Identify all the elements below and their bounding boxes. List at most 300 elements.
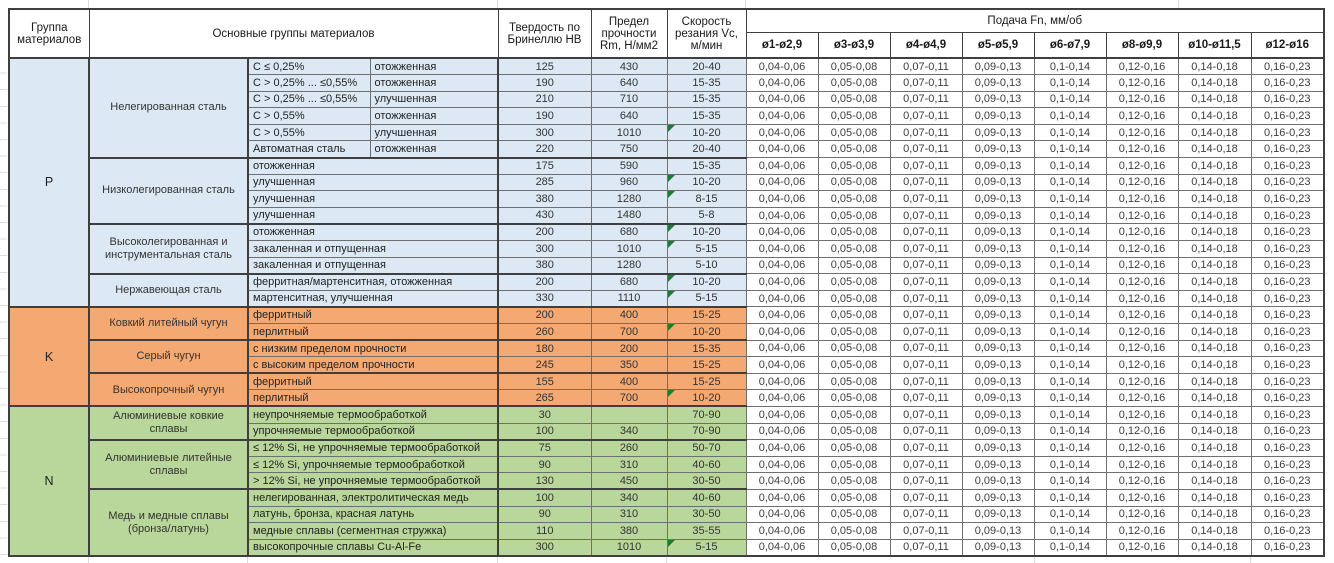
cell-feed-1[interactable]: 0,04-0,06 — [746, 473, 818, 490]
cell-feed-3[interactable]: 0,07-0,11 — [890, 440, 962, 457]
cell-subgroup[interactable]: Алюминиевые литейные сплавы — [89, 440, 248, 490]
cell-cutting-speed[interactable]: 15-35 — [667, 340, 746, 357]
cell-detail[interactable]: улучшенная — [248, 191, 498, 208]
cell-feed-1[interactable]: 0,04-0,06 — [746, 523, 818, 540]
cell-feed-6[interactable]: 0,12-0,16 — [1106, 241, 1178, 258]
cell-feed-6[interactable]: 0,12-0,16 — [1106, 357, 1178, 374]
cell-feed-2[interactable]: 0,05-0,08 — [818, 390, 890, 407]
header-feed-diameter-5[interactable]: ø6-ø7,9 — [1034, 32, 1106, 58]
cell-feed-5[interactable]: 0,1-0,14 — [1034, 340, 1106, 357]
cell-cutting-speed[interactable]: 30-50 — [667, 506, 746, 523]
cell-detail[interactable]: ферритный — [248, 307, 498, 324]
cell-feed-5[interactable]: 0,1-0,14 — [1034, 241, 1106, 258]
cell-feed-1[interactable]: 0,04-0,06 — [746, 191, 818, 208]
cell-strength[interactable]: 380 — [591, 523, 667, 540]
cell-strength[interactable]: 590 — [591, 158, 667, 175]
cell-hardness[interactable]: 430 — [498, 207, 591, 224]
cell-feed-7[interactable]: 0,14-0,18 — [1178, 274, 1251, 291]
cell-hardness[interactable]: 190 — [498, 108, 591, 125]
cell-group-N[interactable]: N — [9, 406, 89, 555]
cell-feed-2[interactable]: 0,05-0,08 — [818, 307, 890, 324]
cell-feed-1[interactable]: 0,04-0,06 — [746, 274, 818, 291]
cell-feed-2[interactable]: 0,05-0,08 — [818, 191, 890, 208]
cell-feed-2[interactable]: 0,05-0,08 — [818, 456, 890, 473]
cell-feed-1[interactable]: 0,04-0,06 — [746, 307, 818, 324]
cell-feed-2[interactable]: 0,05-0,08 — [818, 423, 890, 440]
cell-feed-3[interactable]: 0,07-0,11 — [890, 124, 962, 141]
cell-detail[interactable]: улучшенная — [248, 174, 498, 191]
cell-feed-8[interactable]: 0,16-0,23 — [1251, 58, 1324, 75]
cell-feed-1[interactable]: 0,04-0,06 — [746, 224, 818, 241]
cell-feed-6[interactable]: 0,12-0,16 — [1106, 473, 1178, 490]
cell-feed-7[interactable]: 0,14-0,18 — [1178, 174, 1251, 191]
cell-feed-6[interactable]: 0,12-0,16 — [1106, 539, 1178, 556]
cell-feed-4[interactable]: 0,09-0,13 — [962, 523, 1034, 540]
cell-feed-4[interactable]: 0,09-0,13 — [962, 91, 1034, 108]
cell-detail-state[interactable]: отожженная — [370, 141, 498, 158]
cell-feed-3[interactable]: 0,07-0,11 — [890, 207, 962, 224]
cell-feed-5[interactable]: 0,1-0,14 — [1034, 489, 1106, 506]
cell-feed-1[interactable]: 0,04-0,06 — [746, 423, 818, 440]
cell-cutting-speed[interactable]: 15-25 — [667, 307, 746, 324]
cell-detail[interactable]: перлитный — [248, 324, 498, 341]
cell-feed-7[interactable]: 0,14-0,18 — [1178, 191, 1251, 208]
cell-feed-3[interactable]: 0,07-0,11 — [890, 91, 962, 108]
cell-detail-state[interactable]: отожженная — [370, 58, 498, 75]
cell-hardness[interactable]: 30 — [498, 406, 591, 423]
cell-feed-2[interactable]: 0,05-0,08 — [818, 141, 890, 158]
cell-feed-6[interactable]: 0,12-0,16 — [1106, 390, 1178, 407]
cell-feed-4[interactable]: 0,09-0,13 — [962, 108, 1034, 125]
cell-feed-6[interactable]: 0,12-0,16 — [1106, 340, 1178, 357]
cell-strength[interactable]: 960 — [591, 174, 667, 191]
cell-feed-4[interactable]: 0,09-0,13 — [962, 440, 1034, 457]
cell-feed-8[interactable]: 0,16-0,23 — [1251, 473, 1324, 490]
cell-feed-6[interactable]: 0,12-0,16 — [1106, 224, 1178, 241]
cell-hardness[interactable]: 155 — [498, 373, 591, 390]
cell-subgroup[interactable]: Высокопрочный чугун — [89, 373, 248, 406]
cell-feed-8[interactable]: 0,16-0,23 — [1251, 75, 1324, 92]
cell-hardness[interactable]: 100 — [498, 423, 591, 440]
cell-cutting-speed[interactable]: 35-55 — [667, 523, 746, 540]
cell-cutting-speed[interactable]: 10-20 — [667, 390, 746, 407]
cell-feed-7[interactable]: 0,14-0,18 — [1178, 75, 1251, 92]
cell-hardness[interactable]: 200 — [498, 274, 591, 291]
cell-cutting-speed[interactable]: 10-20 — [667, 224, 746, 241]
cell-detail-spec[interactable]: C > 0,25% ... ≤0,55% — [248, 75, 370, 92]
cell-feed-1[interactable]: 0,04-0,06 — [746, 58, 818, 75]
cell-feed-7[interactable]: 0,14-0,18 — [1178, 506, 1251, 523]
cell-feed-8[interactable]: 0,16-0,23 — [1251, 340, 1324, 357]
cell-feed-4[interactable]: 0,09-0,13 — [962, 58, 1034, 75]
cell-feed-7[interactable]: 0,14-0,18 — [1178, 290, 1251, 307]
cell-hardness[interactable]: 260 — [498, 324, 591, 341]
cell-feed-5[interactable]: 0,1-0,14 — [1034, 274, 1106, 291]
cell-hardness[interactable]: 100 — [498, 489, 591, 506]
cell-feed-8[interactable]: 0,16-0,23 — [1251, 324, 1324, 341]
cell-detail[interactable]: медные сплавы (сегментная стружка) — [248, 523, 498, 540]
cell-feed-2[interactable]: 0,05-0,08 — [818, 91, 890, 108]
cell-feed-4[interactable]: 0,09-0,13 — [962, 207, 1034, 224]
cell-feed-8[interactable]: 0,16-0,23 — [1251, 539, 1324, 556]
cell-hardness[interactable]: 90 — [498, 506, 591, 523]
cell-cutting-speed[interactable]: 15-35 — [667, 108, 746, 125]
cell-feed-7[interactable]: 0,14-0,18 — [1178, 241, 1251, 258]
cell-feed-3[interactable]: 0,07-0,11 — [890, 406, 962, 423]
cell-feed-7[interactable]: 0,14-0,18 — [1178, 141, 1251, 158]
cell-feed-7[interactable]: 0,14-0,18 — [1178, 489, 1251, 506]
cell-feed-6[interactable]: 0,12-0,16 — [1106, 75, 1178, 92]
cell-feed-8[interactable]: 0,16-0,23 — [1251, 489, 1324, 506]
cell-feed-8[interactable]: 0,16-0,23 — [1251, 191, 1324, 208]
cell-feed-4[interactable]: 0,09-0,13 — [962, 324, 1034, 341]
cell-feed-5[interactable]: 0,1-0,14 — [1034, 75, 1106, 92]
cell-strength[interactable]: 340 — [591, 489, 667, 506]
cell-subgroup[interactable]: Высоколегированная и инструментальная сталь — [89, 224, 248, 274]
header-feed-diameter-6[interactable]: ø8-ø9,9 — [1106, 32, 1178, 58]
cell-feed-2[interactable]: 0,05-0,08 — [818, 523, 890, 540]
cell-detail[interactable]: высокопрочные сплавы Cu-Al-Fe — [248, 539, 498, 556]
header-tensile-strength[interactable]: Предел прочности Rm, Н/мм2 — [591, 9, 667, 58]
cell-hardness[interactable]: 190 — [498, 75, 591, 92]
cell-feed-6[interactable]: 0,12-0,16 — [1106, 290, 1178, 307]
cell-detail[interactable]: ферритная/мартенситная, отожженная — [248, 274, 498, 291]
cell-group-P[interactable]: P — [9, 58, 89, 307]
cell-feed-4[interactable]: 0,09-0,13 — [962, 506, 1034, 523]
cell-strength[interactable]: 400 — [591, 307, 667, 324]
cell-detail-spec[interactable]: C ≤ 0,25% — [248, 58, 370, 75]
cell-strength[interactable]: 1110 — [591, 290, 667, 307]
cell-subgroup[interactable]: Серый чугун — [89, 340, 248, 373]
header-feed-diameter-3[interactable]: ø4-ø4,9 — [890, 32, 962, 58]
cell-feed-3[interactable]: 0,07-0,11 — [890, 456, 962, 473]
cell-detail[interactable]: > 12% Si, не упрочняемые термообработкой — [248, 473, 498, 490]
cell-feed-5[interactable]: 0,1-0,14 — [1034, 174, 1106, 191]
cell-feed-7[interactable]: 0,14-0,18 — [1178, 324, 1251, 341]
cell-feed-3[interactable]: 0,07-0,11 — [890, 75, 962, 92]
cell-feed-7[interactable]: 0,14-0,18 — [1178, 340, 1251, 357]
cell-feed-5[interactable]: 0,1-0,14 — [1034, 456, 1106, 473]
cell-feed-4[interactable]: 0,09-0,13 — [962, 174, 1034, 191]
cell-feed-3[interactable]: 0,07-0,11 — [890, 357, 962, 374]
cell-feed-8[interactable]: 0,16-0,23 — [1251, 207, 1324, 224]
cell-feed-3[interactable]: 0,07-0,11 — [890, 307, 962, 324]
cell-feed-8[interactable]: 0,16-0,23 — [1251, 406, 1324, 423]
cell-detail[interactable]: ≤ 12% Si, упрочняемые термообработкой — [248, 456, 498, 473]
cell-hardness[interactable]: 245 — [498, 357, 591, 374]
cell-feed-4[interactable]: 0,09-0,13 — [962, 290, 1034, 307]
cell-feed-6[interactable]: 0,12-0,16 — [1106, 91, 1178, 108]
cell-feed-5[interactable]: 0,1-0,14 — [1034, 440, 1106, 457]
cell-feed-5[interactable]: 0,1-0,14 — [1034, 108, 1106, 125]
cell-feed-5[interactable]: 0,1-0,14 — [1034, 191, 1106, 208]
cell-subgroup[interactable]: Алюминиевые ковкие сплавы — [89, 406, 248, 439]
header-feed[interactable]: Подача Fn, мм/об — [746, 9, 1324, 32]
cell-cutting-speed[interactable]: 10-20 — [667, 124, 746, 141]
cell-feed-6[interactable]: 0,12-0,16 — [1106, 191, 1178, 208]
cell-feed-1[interactable]: 0,04-0,06 — [746, 340, 818, 357]
cell-detail-state[interactable]: улучшенная — [370, 124, 498, 141]
cell-detail[interactable]: улучшенная — [248, 207, 498, 224]
cell-feed-7[interactable]: 0,14-0,18 — [1178, 108, 1251, 125]
cell-feed-1[interactable]: 0,04-0,06 — [746, 506, 818, 523]
cell-feed-8[interactable]: 0,16-0,23 — [1251, 440, 1324, 457]
cell-strength[interactable]: 750 — [591, 141, 667, 158]
cell-feed-8[interactable]: 0,16-0,23 — [1251, 257, 1324, 274]
cell-cutting-speed[interactable]: 15-25 — [667, 357, 746, 374]
cell-hardness[interactable]: 200 — [498, 224, 591, 241]
cell-strength[interactable]: 710 — [591, 91, 667, 108]
header-feed-diameter-2[interactable]: ø3-ø3,9 — [818, 32, 890, 58]
cell-strength[interactable]: 1280 — [591, 257, 667, 274]
header-feed-diameter-7[interactable]: ø10-ø11,5 — [1178, 32, 1251, 58]
header-feed-diameter-8[interactable]: ø12-ø16 — [1251, 32, 1324, 58]
cell-cutting-speed[interactable]: 70-90 — [667, 406, 746, 423]
cell-feed-3[interactable]: 0,07-0,11 — [890, 158, 962, 175]
cell-feed-2[interactable]: 0,05-0,08 — [818, 207, 890, 224]
cell-feed-7[interactable]: 0,14-0,18 — [1178, 373, 1251, 390]
cell-subgroup[interactable]: Медь и медные сплавы (бронза/латунь) — [89, 489, 248, 555]
cell-feed-7[interactable]: 0,14-0,18 — [1178, 158, 1251, 175]
cell-feed-6[interactable]: 0,12-0,16 — [1106, 158, 1178, 175]
cell-cutting-speed[interactable]: 20-40 — [667, 141, 746, 158]
cell-feed-5[interactable]: 0,1-0,14 — [1034, 423, 1106, 440]
cell-feed-3[interactable]: 0,07-0,11 — [890, 489, 962, 506]
cell-hardness[interactable]: 125 — [498, 58, 591, 75]
cell-feed-2[interactable]: 0,05-0,08 — [818, 357, 890, 374]
cell-feed-3[interactable]: 0,07-0,11 — [890, 506, 962, 523]
cell-feed-2[interactable]: 0,05-0,08 — [818, 124, 890, 141]
cell-cutting-speed[interactable]: 5-8 — [667, 207, 746, 224]
cell-feed-5[interactable]: 0,1-0,14 — [1034, 58, 1106, 75]
cell-hardness[interactable]: 300 — [498, 539, 591, 556]
cell-feed-5[interactable]: 0,1-0,14 — [1034, 91, 1106, 108]
cell-feed-4[interactable]: 0,09-0,13 — [962, 124, 1034, 141]
cell-feed-5[interactable]: 0,1-0,14 — [1034, 539, 1106, 556]
cell-feed-4[interactable]: 0,09-0,13 — [962, 357, 1034, 374]
cell-detail-spec[interactable]: Автоматная сталь — [248, 141, 370, 158]
cell-cutting-speed[interactable]: 5-15 — [667, 290, 746, 307]
cell-strength[interactable]: 1010 — [591, 124, 667, 141]
cell-feed-1[interactable]: 0,04-0,06 — [746, 406, 818, 423]
cell-feed-4[interactable]: 0,09-0,13 — [962, 373, 1034, 390]
cell-feed-1[interactable]: 0,04-0,06 — [746, 373, 818, 390]
cell-feed-5[interactable]: 0,1-0,14 — [1034, 141, 1106, 158]
cell-feed-8[interactable]: 0,16-0,23 — [1251, 523, 1324, 540]
cell-feed-2[interactable]: 0,05-0,08 — [818, 489, 890, 506]
cell-feed-4[interactable]: 0,09-0,13 — [962, 141, 1034, 158]
cell-feed-3[interactable]: 0,07-0,11 — [890, 423, 962, 440]
cell-feed-3[interactable]: 0,07-0,11 — [890, 274, 962, 291]
cell-feed-4[interactable]: 0,09-0,13 — [962, 423, 1034, 440]
cell-feed-8[interactable]: 0,16-0,23 — [1251, 108, 1324, 125]
cell-feed-7[interactable]: 0,14-0,18 — [1178, 257, 1251, 274]
cell-feed-1[interactable]: 0,04-0,06 — [746, 257, 818, 274]
cell-detail[interactable]: отожженная — [248, 158, 498, 175]
cell-feed-2[interactable]: 0,05-0,08 — [818, 158, 890, 175]
cell-strength[interactable]: 450 — [591, 473, 667, 490]
cell-feed-1[interactable]: 0,04-0,06 — [746, 174, 818, 191]
cell-feed-5[interactable]: 0,1-0,14 — [1034, 307, 1106, 324]
cell-feed-1[interactable]: 0,04-0,06 — [746, 207, 818, 224]
cell-feed-4[interactable]: 0,09-0,13 — [962, 473, 1034, 490]
cell-detail-state[interactable]: улучшенная — [370, 91, 498, 108]
cell-feed-3[interactable]: 0,07-0,11 — [890, 473, 962, 490]
cell-feed-7[interactable]: 0,14-0,18 — [1178, 124, 1251, 141]
cell-feed-5[interactable]: 0,1-0,14 — [1034, 390, 1106, 407]
cell-feed-8[interactable]: 0,16-0,23 — [1251, 307, 1324, 324]
cell-feed-6[interactable]: 0,12-0,16 — [1106, 124, 1178, 141]
cell-detail[interactable]: мартенситная, улучшенная — [248, 290, 498, 307]
cell-feed-3[interactable]: 0,07-0,11 — [890, 174, 962, 191]
cell-feed-2[interactable]: 0,05-0,08 — [818, 241, 890, 258]
cell-hardness[interactable]: 380 — [498, 191, 591, 208]
cell-feed-1[interactable]: 0,04-0,06 — [746, 124, 818, 141]
cell-cutting-speed[interactable]: 10-20 — [667, 274, 746, 291]
cell-feed-4[interactable]: 0,09-0,13 — [962, 539, 1034, 556]
cell-feed-8[interactable]: 0,16-0,23 — [1251, 158, 1324, 175]
cell-feed-3[interactable]: 0,07-0,11 — [890, 539, 962, 556]
cell-feed-1[interactable]: 0,04-0,06 — [746, 290, 818, 307]
cell-feed-3[interactable]: 0,07-0,11 — [890, 257, 962, 274]
header-feed-diameter-4[interactable]: ø5-ø5,9 — [962, 32, 1034, 58]
cell-feed-3[interactable]: 0,07-0,11 — [890, 340, 962, 357]
header-feed-diameter-1[interactable]: ø1-ø2,9 — [746, 32, 818, 58]
cell-feed-3[interactable]: 0,07-0,11 — [890, 108, 962, 125]
cell-feed-4[interactable]: 0,09-0,13 — [962, 257, 1034, 274]
cell-hardness[interactable]: 330 — [498, 290, 591, 307]
cell-cutting-speed[interactable]: 10-20 — [667, 174, 746, 191]
cell-cutting-speed[interactable]: 50-70 — [667, 440, 746, 457]
cell-feed-3[interactable]: 0,07-0,11 — [890, 224, 962, 241]
cell-detail[interactable]: закаленная и отпущенная — [248, 257, 498, 274]
cell-hardness[interactable]: 220 — [498, 141, 591, 158]
cell-hardness[interactable]: 90 — [498, 456, 591, 473]
cell-feed-6[interactable]: 0,12-0,16 — [1106, 58, 1178, 75]
cell-feed-2[interactable]: 0,05-0,08 — [818, 290, 890, 307]
cell-subgroup[interactable]: Нелегированная сталь — [89, 58, 248, 158]
cell-cutting-speed[interactable]: 70-90 — [667, 423, 746, 440]
cell-strength[interactable]: 310 — [591, 506, 667, 523]
cell-strength[interactable]: 430 — [591, 58, 667, 75]
header-main-groups[interactable]: Основные группы материалов — [89, 9, 498, 58]
cell-hardness[interactable]: 380 — [498, 257, 591, 274]
cell-feed-6[interactable]: 0,12-0,16 — [1106, 207, 1178, 224]
cell-feed-2[interactable]: 0,05-0,08 — [818, 324, 890, 341]
cell-strength[interactable]: 640 — [591, 75, 667, 92]
cell-hardness[interactable]: 180 — [498, 340, 591, 357]
cell-feed-4[interactable]: 0,09-0,13 — [962, 224, 1034, 241]
cell-cutting-speed[interactable]: 8-15 — [667, 191, 746, 208]
cell-strength[interactable] — [591, 406, 667, 423]
cell-feed-3[interactable]: 0,07-0,11 — [890, 141, 962, 158]
cell-feed-7[interactable]: 0,14-0,18 — [1178, 91, 1251, 108]
cell-feed-2[interactable]: 0,05-0,08 — [818, 58, 890, 75]
cell-feed-7[interactable]: 0,14-0,18 — [1178, 423, 1251, 440]
cell-feed-1[interactable]: 0,04-0,06 — [746, 539, 818, 556]
cell-hardness[interactable]: 300 — [498, 124, 591, 141]
cell-strength[interactable]: 350 — [591, 357, 667, 374]
cell-feed-1[interactable]: 0,04-0,06 — [746, 241, 818, 258]
cell-feed-5[interactable]: 0,1-0,14 — [1034, 506, 1106, 523]
cell-feed-4[interactable]: 0,09-0,13 — [962, 274, 1034, 291]
cell-feed-8[interactable]: 0,16-0,23 — [1251, 506, 1324, 523]
cell-feed-7[interactable]: 0,14-0,18 — [1178, 58, 1251, 75]
cell-feed-8[interactable]: 0,16-0,23 — [1251, 91, 1324, 108]
cell-feed-7[interactable]: 0,14-0,18 — [1178, 390, 1251, 407]
cell-feed-8[interactable]: 0,16-0,23 — [1251, 390, 1324, 407]
cell-strength[interactable]: 400 — [591, 373, 667, 390]
cell-feed-1[interactable]: 0,04-0,06 — [746, 440, 818, 457]
cell-feed-4[interactable]: 0,09-0,13 — [962, 307, 1034, 324]
cell-feed-8[interactable]: 0,16-0,23 — [1251, 174, 1324, 191]
cell-feed-5[interactable]: 0,1-0,14 — [1034, 373, 1106, 390]
cell-feed-5[interactable]: 0,1-0,14 — [1034, 124, 1106, 141]
cell-feed-4[interactable]: 0,09-0,13 — [962, 489, 1034, 506]
cell-feed-6[interactable]: 0,12-0,16 — [1106, 523, 1178, 540]
cell-feed-5[interactable]: 0,1-0,14 — [1034, 406, 1106, 423]
cell-feed-3[interactable]: 0,07-0,11 — [890, 191, 962, 208]
cell-feed-5[interactable]: 0,1-0,14 — [1034, 257, 1106, 274]
cell-feed-6[interactable]: 0,12-0,16 — [1106, 489, 1178, 506]
cell-feed-4[interactable]: 0,09-0,13 — [962, 191, 1034, 208]
cell-feed-4[interactable]: 0,09-0,13 — [962, 158, 1034, 175]
cell-feed-8[interactable]: 0,16-0,23 — [1251, 290, 1324, 307]
cell-feed-3[interactable]: 0,07-0,11 — [890, 324, 962, 341]
cell-strength[interactable]: 1280 — [591, 191, 667, 208]
cell-detail-state[interactable]: отожженная — [370, 108, 498, 125]
cell-hardness[interactable]: 265 — [498, 390, 591, 407]
cell-feed-3[interactable]: 0,07-0,11 — [890, 373, 962, 390]
cell-feed-1[interactable]: 0,04-0,06 — [746, 75, 818, 92]
cell-strength[interactable]: 1010 — [591, 241, 667, 258]
cell-feed-5[interactable]: 0,1-0,14 — [1034, 357, 1106, 374]
cell-feed-1[interactable]: 0,04-0,06 — [746, 141, 818, 158]
cell-feed-8[interactable]: 0,16-0,23 — [1251, 141, 1324, 158]
cell-feed-2[interactable]: 0,05-0,08 — [818, 373, 890, 390]
cell-feed-4[interactable]: 0,09-0,13 — [962, 390, 1034, 407]
cell-feed-6[interactable]: 0,12-0,16 — [1106, 108, 1178, 125]
cell-feed-7[interactable]: 0,14-0,18 — [1178, 473, 1251, 490]
cell-feed-5[interactable]: 0,1-0,14 — [1034, 207, 1106, 224]
cell-subgroup[interactable]: Низколегированная сталь — [89, 158, 248, 224]
cell-feed-4[interactable]: 0,09-0,13 — [962, 241, 1034, 258]
cell-cutting-speed[interactable]: 15-35 — [667, 91, 746, 108]
cell-feed-6[interactable]: 0,12-0,16 — [1106, 257, 1178, 274]
cell-feed-4[interactable]: 0,09-0,13 — [962, 340, 1034, 357]
cell-feed-7[interactable]: 0,14-0,18 — [1178, 539, 1251, 556]
cell-hardness[interactable]: 200 — [498, 307, 591, 324]
cell-feed-8[interactable]: 0,16-0,23 — [1251, 274, 1324, 291]
cell-group-K[interactable]: K — [9, 307, 89, 407]
cell-strength[interactable]: 700 — [591, 390, 667, 407]
cell-feed-2[interactable]: 0,05-0,08 — [818, 406, 890, 423]
cell-hardness[interactable]: 75 — [498, 440, 591, 457]
cell-feed-7[interactable]: 0,14-0,18 — [1178, 406, 1251, 423]
cell-hardness[interactable]: 175 — [498, 158, 591, 175]
cell-feed-5[interactable]: 0,1-0,14 — [1034, 523, 1106, 540]
header-cutting-speed[interactable]: Скорость резания Vc, м/мин — [667, 9, 746, 58]
cell-feed-2[interactable]: 0,05-0,08 — [818, 473, 890, 490]
cell-feed-7[interactable]: 0,14-0,18 — [1178, 307, 1251, 324]
cell-feed-3[interactable]: 0,07-0,11 — [890, 241, 962, 258]
cell-feed-1[interactable]: 0,04-0,06 — [746, 390, 818, 407]
cell-feed-5[interactable]: 0,1-0,14 — [1034, 158, 1106, 175]
cell-strength[interactable]: 680 — [591, 224, 667, 241]
cell-strength[interactable]: 680 — [591, 274, 667, 291]
cell-feed-2[interactable]: 0,05-0,08 — [818, 257, 890, 274]
cell-feed-2[interactable]: 0,05-0,08 — [818, 506, 890, 523]
